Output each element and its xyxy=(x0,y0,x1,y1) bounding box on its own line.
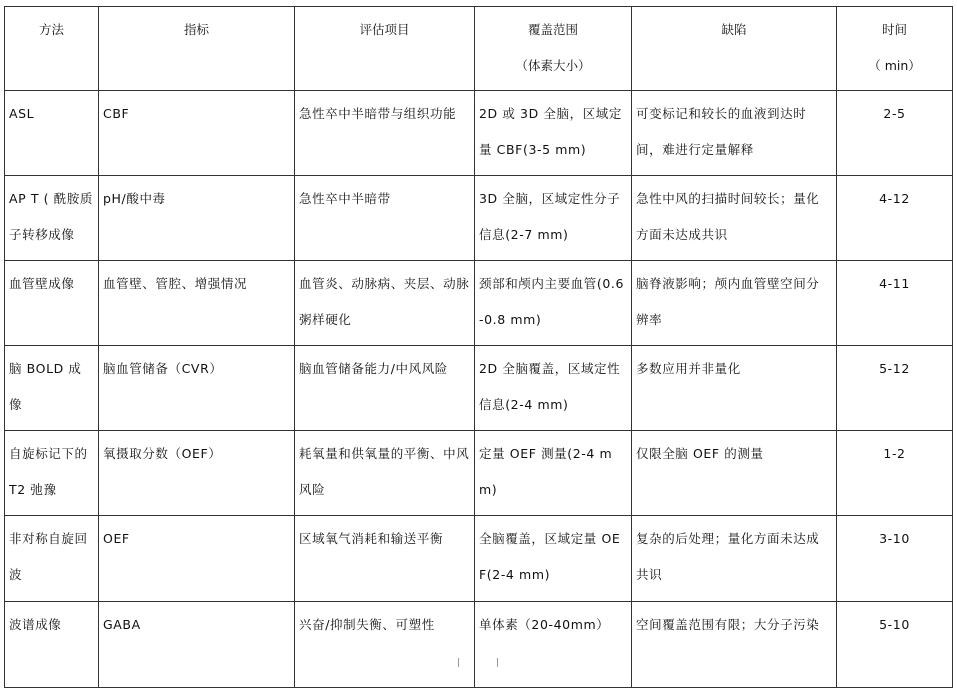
header-coverage-sub: （体素大小） xyxy=(515,58,591,73)
cell-defect: 可变标记和较长的血液到达时间，难进行定量解释 xyxy=(632,91,837,176)
cell-time: 5-12 xyxy=(837,346,953,431)
header-coverage-label: 覆盖范围 xyxy=(527,22,578,37)
header-item-label: 评估项目 xyxy=(359,22,410,37)
page-edge-mark xyxy=(497,658,498,667)
header-defect xyxy=(632,7,837,91)
cell-indicator: 脑血管储备（CVR） xyxy=(99,346,295,431)
cell-indicator: 氧摄取分数（OEF） xyxy=(99,431,295,516)
header-indicator-label: 指标 xyxy=(183,22,209,37)
cell-defect: 仅限全脑 OEF 的测量 xyxy=(632,431,837,516)
cell-time: 1-2 xyxy=(837,431,953,516)
table-row xyxy=(5,261,953,346)
cell-time: 3-10 xyxy=(837,516,953,602)
cell-defect: 多数应用并非量化 xyxy=(632,346,837,431)
table-row xyxy=(5,431,953,516)
cell-indicator: 血管壁、管腔、增强情况 xyxy=(99,261,295,346)
cell-item: 血管炎、动脉病、夹层、动脉粥样硬化 xyxy=(295,261,475,346)
header-row xyxy=(5,7,953,91)
cell-coverage: 2D 全脑覆盖，区域定性信息(2-4 mm) xyxy=(475,346,632,431)
header-item xyxy=(295,7,475,91)
cell-time: 4-12 xyxy=(837,176,953,261)
header-time-label: 时间 xyxy=(881,22,907,37)
cell-item: 兴奋/抑制失衡、可塑性 xyxy=(295,602,475,688)
header-time xyxy=(837,7,953,91)
cell-indicator: pH/酸中毒 xyxy=(99,176,295,261)
header-method xyxy=(5,7,99,91)
header-time-sub: （ min） xyxy=(868,58,921,73)
cell-item: 脑血管储备能力/中风风险 xyxy=(295,346,475,431)
cell-item: 急性卒中半暗带 xyxy=(295,176,475,261)
cell-defect: 脑脊液影响；颅内血管壁空间分辨率 xyxy=(632,261,837,346)
cell-method: 脑 BOLD 成像 xyxy=(5,346,99,431)
cell-defect: 急性中风的扫描时间较长；量化方面未达成共识 xyxy=(632,176,837,261)
cell-item: 耗氧量和供氧量的平衡、中风风险 xyxy=(295,431,475,516)
table-row xyxy=(5,176,953,261)
table-row xyxy=(5,91,953,176)
cell-method: 波谱成像 xyxy=(5,602,99,688)
header-defect-label: 缺陷 xyxy=(721,22,747,37)
table-row xyxy=(5,516,953,602)
cell-method: AP T ( 酰胺质子转移成像 xyxy=(5,176,99,261)
cell-method: 非对称自旋回波 xyxy=(5,516,99,602)
page-edge-mark xyxy=(458,658,459,667)
cell-time: 5-10 xyxy=(837,602,953,688)
header-method-label: 方法 xyxy=(38,22,64,37)
cell-time: 4-11 xyxy=(837,261,953,346)
cell-coverage: 单体素（20-40mm） xyxy=(475,602,632,688)
comparison-table xyxy=(4,6,953,688)
cell-coverage: 全脑覆盖，区域定量 OEF(2-4 mm) xyxy=(475,516,632,602)
table-row xyxy=(5,346,953,431)
cell-time: 2-5 xyxy=(837,91,953,176)
cell-item: 急性卒中半暗带与组织功能 xyxy=(295,91,475,176)
header-indicator xyxy=(99,7,295,91)
cell-method: 血管壁成像 xyxy=(5,261,99,346)
cell-defect: 空间覆盖范围有限；大分子污染 xyxy=(632,602,837,688)
cell-item: 区域氧气消耗和输送平衡 xyxy=(295,516,475,602)
cell-coverage: 定量 OEF 测量(2-4 mm) xyxy=(475,431,632,516)
cell-indicator: CBF xyxy=(99,91,295,176)
cell-indicator: GABA xyxy=(99,602,295,688)
cell-method: ASL xyxy=(5,91,99,176)
header-coverage xyxy=(475,7,632,91)
cell-coverage: 3D 全脑，区域定性分子信息(2-7 mm) xyxy=(475,176,632,261)
cell-coverage: 颈部和颅内主要血管(0.6-0.8 mm) xyxy=(475,261,632,346)
cell-defect: 复杂的后处理；量化方面未达成共识 xyxy=(632,516,837,602)
table-row xyxy=(5,602,953,688)
cell-indicator: OEF xyxy=(99,516,295,602)
cell-method: 自旋标记下的 T2 弛豫 xyxy=(5,431,99,516)
cell-coverage: 2D 或 3D 全脑，区域定量 CBF(3-5 mm) xyxy=(475,91,632,176)
